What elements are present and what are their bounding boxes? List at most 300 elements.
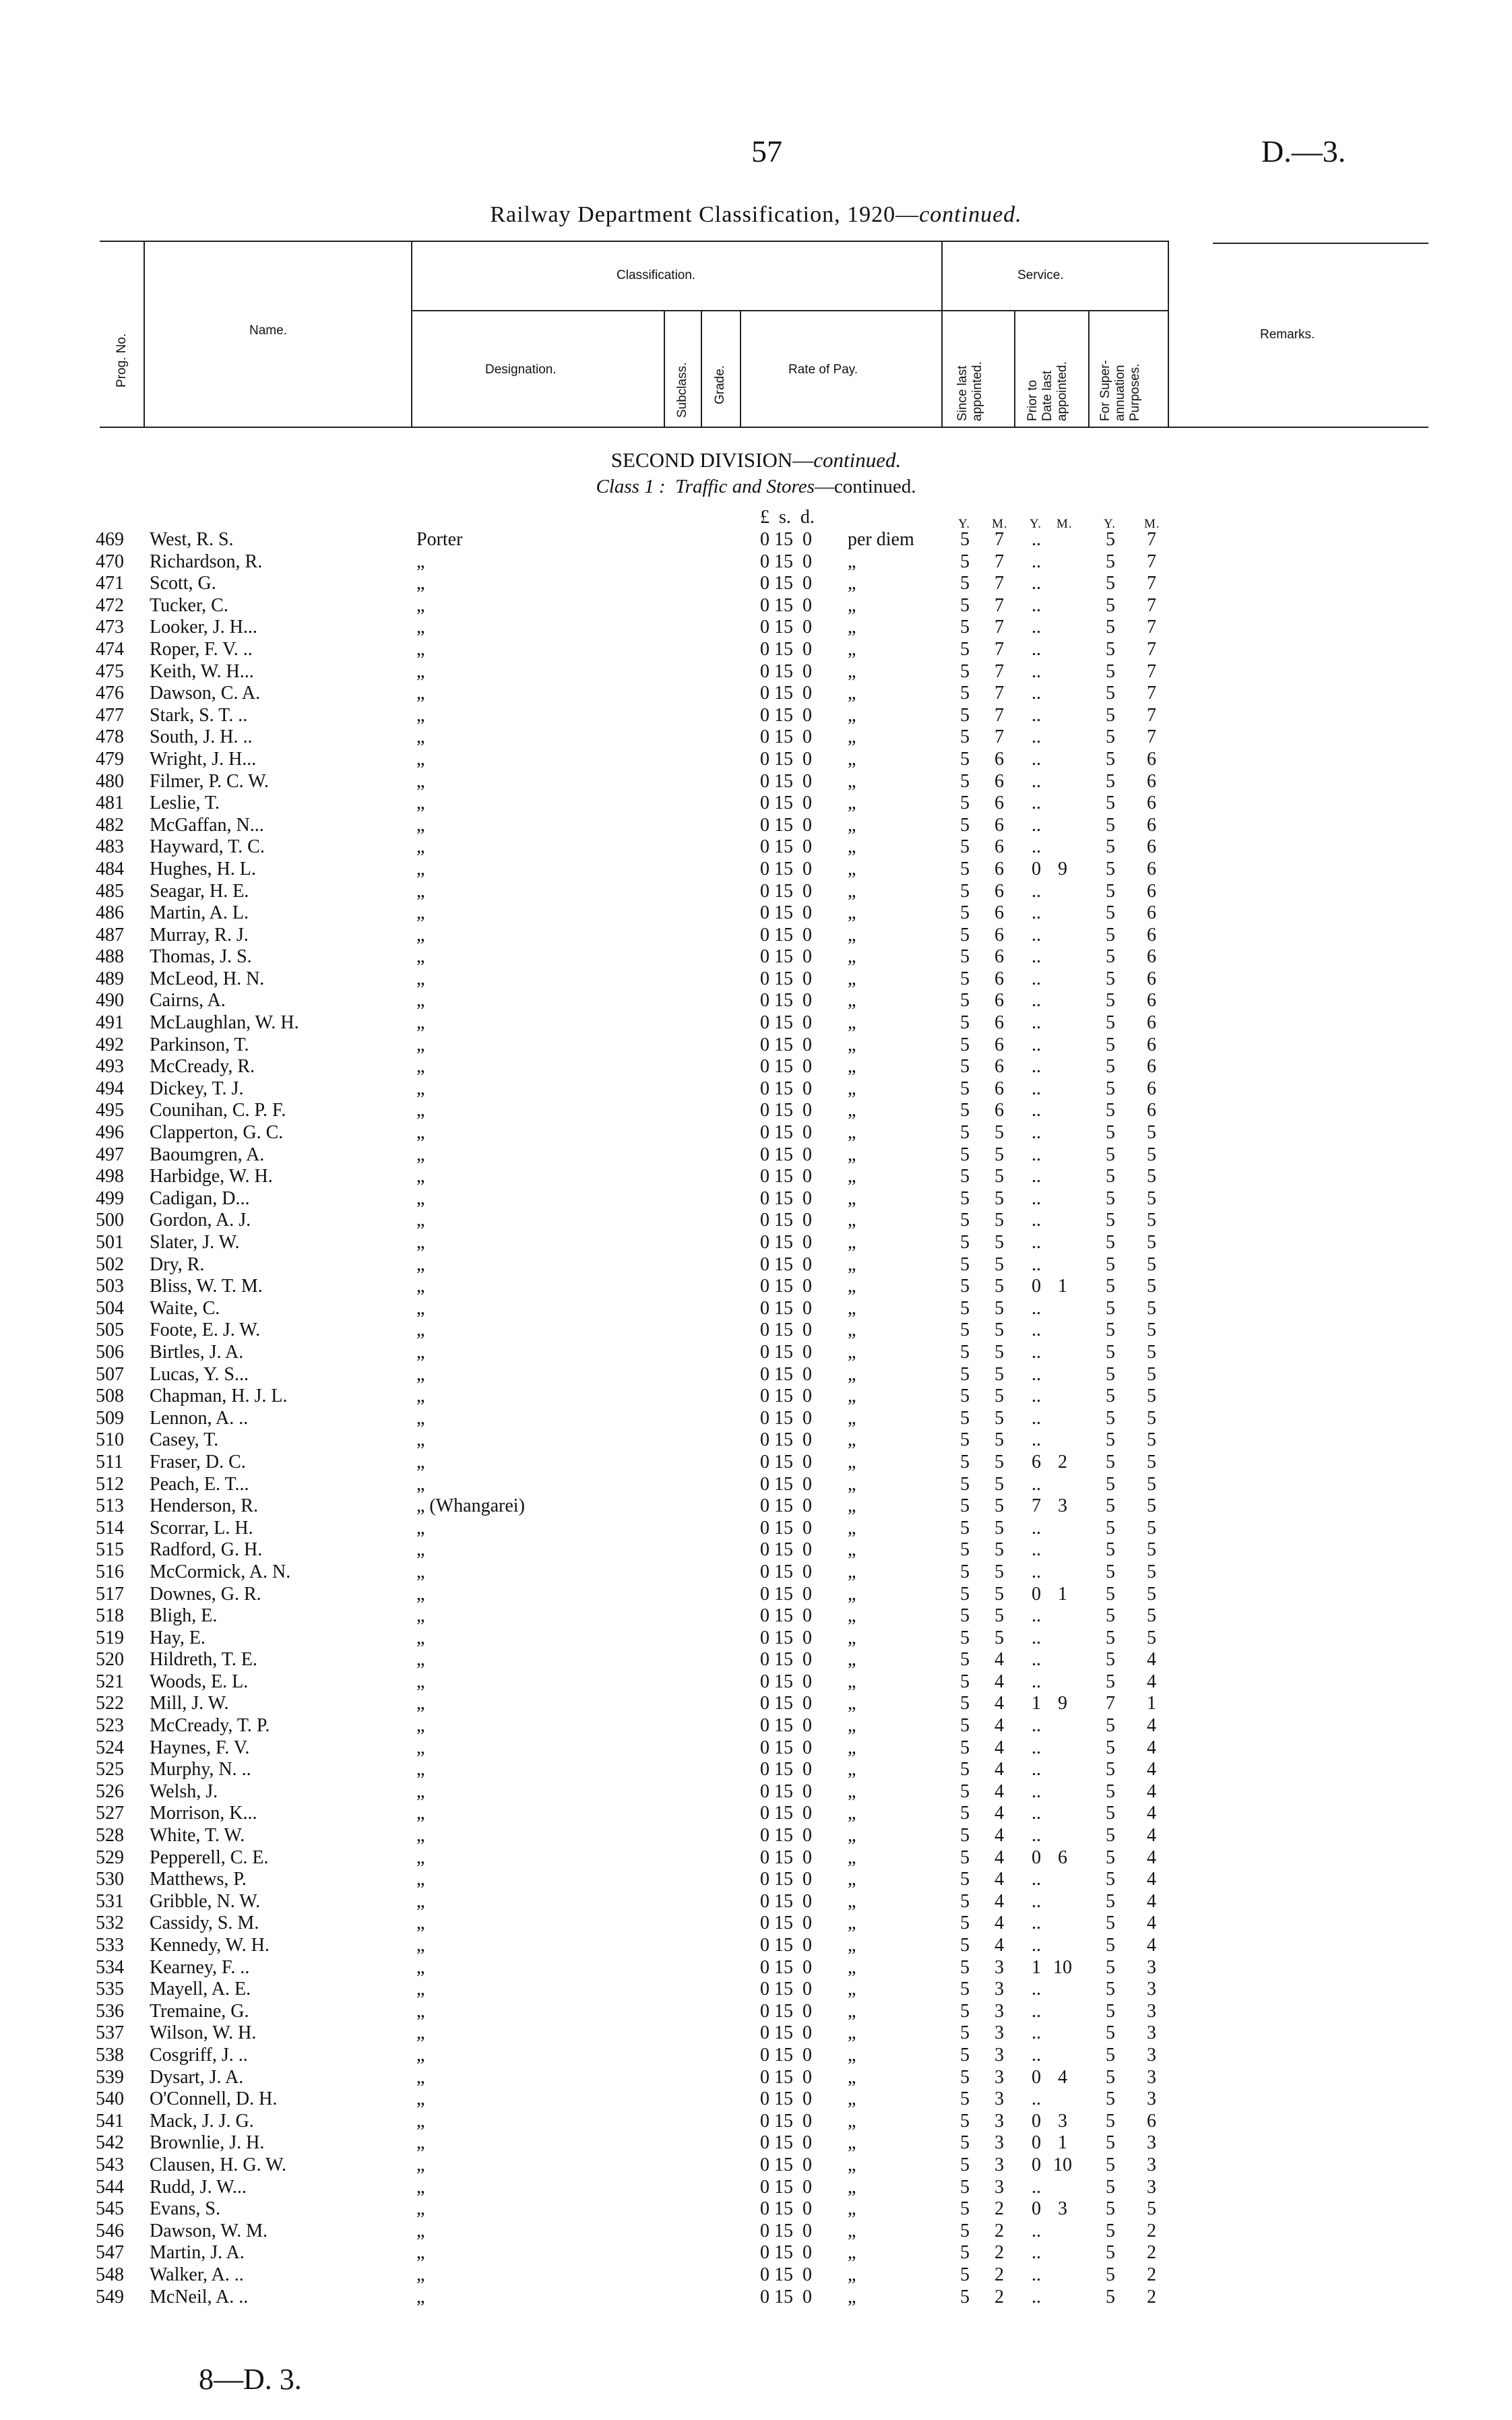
- header-divider: [740, 310, 741, 427]
- table-row: [0, 2154, 1512, 2177]
- cell-py: ..: [1032, 1034, 1041, 1055]
- cell-sm: 5: [995, 1320, 1004, 1341]
- cell-tm: 6: [1147, 990, 1156, 1012]
- cell-tm: 5: [1147, 1320, 1156, 1341]
- cell-name: O'Connell, D. H.: [150, 2088, 278, 2110]
- cell-desig: „: [416, 551, 425, 572]
- cell-ty: 5: [1106, 1913, 1115, 1934]
- cell-no: 541: [96, 2110, 124, 2132]
- cell-no: 549: [96, 2286, 124, 2307]
- cell-unit: „: [848, 1100, 856, 1121]
- cell-ty: 5: [1106, 2242, 1115, 2264]
- table-row: [0, 881, 1512, 903]
- cell-desig: „: [416, 2110, 425, 2132]
- cell-ty: 5: [1106, 1276, 1115, 1297]
- table-row: [0, 1935, 1512, 1957]
- division-suffix: continued.: [813, 448, 902, 472]
- cell-desig: „: [416, 1056, 425, 1078]
- cell-sm: 6: [995, 1034, 1004, 1055]
- cell-tm: 7: [1147, 704, 1156, 726]
- cell-unit: „: [848, 1297, 856, 1319]
- cell-pm: 10: [1053, 2154, 1072, 2175]
- cell-sy: 5: [960, 704, 970, 726]
- cell-desig: „: [416, 1561, 425, 1582]
- cell-sy: 5: [960, 814, 970, 836]
- cell-tm: 4: [1147, 1935, 1156, 1956]
- cell-name: Wright, J. H...: [150, 748, 257, 770]
- cell-no: 480: [96, 770, 124, 792]
- cell-py: 0: [1032, 1847, 1041, 1868]
- cell-rate: 0 15 0: [760, 1627, 812, 1648]
- cell-rate: 0 15 0: [760, 1253, 812, 1275]
- cell-tm: 5: [1147, 1451, 1156, 1472]
- cell-ty: 5: [1106, 2220, 1115, 2241]
- cell-sm: 4: [995, 1715, 1004, 1737]
- cell-sm: 5: [995, 1253, 1004, 1275]
- cell-tm: 6: [1147, 770, 1156, 792]
- cell-name: Dysart, J. A.: [150, 2066, 244, 2088]
- cell-desig: „: [416, 924, 425, 945]
- cell-unit: „: [848, 1890, 856, 1912]
- cell-sy: 5: [960, 1693, 970, 1714]
- cell-rate: 0 15 0: [760, 1890, 812, 1912]
- classification-table-body: [0, 529, 1512, 2308]
- cell-name: Roper, F. V. ..: [150, 638, 253, 660]
- cell-name: Foote, E. J. W.: [150, 1320, 261, 1341]
- cell-ty: 5: [1106, 1780, 1115, 1802]
- cell-rate: 0 15 0: [760, 1144, 812, 1165]
- cell-ty: 5: [1106, 1122, 1115, 1144]
- cell-rate: 0 15 0: [760, 2088, 812, 2110]
- cell-no: 500: [96, 1210, 124, 1231]
- cell-py: ..: [1032, 902, 1041, 924]
- cell-desig: „: [416, 2242, 425, 2264]
- cell-desig: „: [416, 1341, 425, 1363]
- cell-sy: 5: [960, 793, 970, 814]
- cell-no: 545: [96, 2198, 124, 2220]
- cell-ty: 5: [1106, 1979, 1115, 2000]
- cell-sm: 4: [995, 1847, 1004, 1868]
- cell-no: 489: [96, 968, 124, 989]
- cell-name: Parkinson, T.: [150, 1034, 249, 1055]
- cell-ty: 5: [1106, 1803, 1115, 1824]
- cell-tm: 3: [1147, 2022, 1156, 2044]
- cell-sm: 6: [995, 770, 1004, 792]
- cell-name: Mayell, A. E.: [150, 1979, 251, 2000]
- cell-sy: 5: [960, 1561, 970, 1582]
- cell-name: Brownlie, J. H.: [150, 2132, 265, 2154]
- cell-sy: 5: [960, 726, 970, 748]
- cell-ty: 5: [1106, 1583, 1115, 1605]
- cell-unit: „: [848, 1627, 856, 1648]
- cell-sy: 5: [960, 880, 970, 902]
- cell-py: ..: [1032, 1297, 1041, 1319]
- cell-py: 0: [1032, 1583, 1041, 1605]
- cell-unit: „: [848, 1649, 856, 1671]
- cell-rate: 0 15 0: [760, 1517, 812, 1539]
- cell-py: ..: [1032, 704, 1041, 726]
- table-row: [0, 1144, 1512, 1167]
- cell-no: 470: [96, 551, 124, 572]
- cell-py: ..: [1032, 1561, 1041, 1582]
- cell-ty: 5: [1106, 2088, 1115, 2110]
- cell-desig: „: [416, 1078, 425, 1099]
- cell-unit: „: [848, 1473, 856, 1495]
- cell-sy: 5: [960, 1780, 970, 1802]
- cell-rate: 0 15 0: [760, 1451, 812, 1472]
- cell-sm: 3: [995, 2154, 1004, 2175]
- cell-ty: 5: [1106, 770, 1115, 792]
- cell-desig: „: [416, 660, 425, 682]
- cell-unit: „: [848, 1715, 856, 1737]
- cell-py: ..: [1032, 683, 1041, 704]
- cell-sm: 5: [995, 1407, 1004, 1429]
- cell-sm: 6: [995, 836, 1004, 858]
- cell-no: 476: [96, 683, 124, 704]
- table-row: [0, 1188, 1512, 1210]
- cell-desig: „: [416, 2044, 425, 2066]
- cell-no: 479: [96, 748, 124, 770]
- cell-rate: 0 15 0: [760, 1671, 812, 1692]
- cell-unit: „: [848, 573, 856, 594]
- cell-desig: „: [416, 2264, 425, 2285]
- cell-no: 529: [96, 1847, 124, 1868]
- cell-no: 475: [96, 660, 124, 682]
- cell-sy: 5: [960, 1187, 970, 1209]
- header-remarks: Remarks.: [1260, 328, 1315, 342]
- cell-desig: „: [416, 1012, 425, 1034]
- cell-sm: 7: [995, 594, 1004, 616]
- cell-rate: 0 15 0: [760, 1363, 812, 1385]
- cell-sm: 4: [995, 1890, 1004, 1912]
- cell-py: ..: [1032, 1979, 1041, 2000]
- cell-desig: „: [416, 1276, 425, 1297]
- cell-sm: 6: [995, 990, 1004, 1012]
- cell-desig: „: [416, 1297, 425, 1319]
- cell-py: ..: [1032, 1671, 1041, 1692]
- cell-rate: 0 15 0: [760, 1232, 812, 1253]
- table-row: [0, 2045, 1512, 2067]
- cell-rate: 0 15 0: [760, 1935, 812, 1956]
- cell-name: McCormick, A. N.: [150, 1561, 291, 1582]
- cell-desig: „: [416, 1451, 425, 1472]
- prior-to-line3: appointed.: [1055, 361, 1069, 421]
- cell-no: 535: [96, 1979, 124, 2000]
- cell-sy: 5: [960, 2132, 970, 2154]
- unit-years-super: Y.: [1104, 517, 1116, 531]
- cell-desig: „: [416, 902, 425, 924]
- cell-py: ..: [1032, 1605, 1041, 1627]
- cell-unit: „: [848, 1012, 856, 1034]
- cell-desig: „: [416, 1935, 425, 1956]
- cell-sy: 5: [960, 2176, 970, 2198]
- cell-sy: 5: [960, 2242, 970, 2264]
- cell-py: ..: [1032, 1253, 1041, 1275]
- cell-sm: 6: [995, 902, 1004, 924]
- table-row: [0, 1605, 1512, 1627]
- cell-unit: „: [848, 1253, 856, 1275]
- cell-name: Thomas, J. S.: [150, 946, 252, 968]
- cell-py: ..: [1032, 1166, 1041, 1187]
- cell-rate: 0 15 0: [760, 1429, 812, 1451]
- cell-desig: „: [416, 1913, 425, 1934]
- cell-py: ..: [1032, 1232, 1041, 1253]
- cell-py: 0: [1032, 2110, 1041, 2132]
- cell-rate: 0 15 0: [760, 1078, 812, 1099]
- cell-name: Dawson, C. A.: [150, 683, 261, 704]
- cell-no: 544: [96, 2176, 124, 2198]
- cell-desig: „: [416, 2220, 425, 2241]
- cell-no: 510: [96, 1429, 124, 1451]
- cell-rate: 0 15 0: [760, 2022, 812, 2044]
- cell-name: McLeod, H. N.: [150, 968, 265, 989]
- cell-tm: 6: [1147, 1056, 1156, 1078]
- cell-sy: 5: [960, 1715, 970, 1737]
- cell-sy: 5: [960, 1100, 970, 1121]
- header-rule-bottom: [100, 427, 1428, 428]
- cell-tm: 3: [1147, 2176, 1156, 2198]
- cell-unit: „: [848, 2198, 856, 2220]
- cell-ty: 5: [1106, 1671, 1115, 1692]
- cell-no: 486: [96, 902, 124, 924]
- cell-desig: „: [416, 1780, 425, 1802]
- cell-name: Henderson, R.: [150, 1495, 258, 1517]
- cell-ty: 5: [1106, 836, 1115, 858]
- cell-tm: 6: [1147, 793, 1156, 814]
- cell-rate: 0 15 0: [760, 1913, 812, 1934]
- cell-sy: 5: [960, 1935, 970, 1956]
- cell-unit: „: [848, 1869, 856, 1890]
- cell-sy: 5: [960, 2154, 970, 2175]
- cell-name: Counihan, C. P. F.: [150, 1100, 286, 1121]
- cell-unit: „: [848, 1407, 856, 1429]
- table-row: [0, 1979, 1512, 2001]
- table-row: [0, 1737, 1512, 1760]
- cell-sm: 5: [995, 1122, 1004, 1144]
- cell-no: 499: [96, 1187, 124, 1209]
- cell-unit: „: [848, 2022, 856, 2044]
- cell-pm: 10: [1053, 1956, 1072, 1978]
- cell-tm: 3: [1147, 2044, 1156, 2066]
- header-classification: Classification.: [617, 268, 696, 282]
- cell-desig: „: [416, 880, 425, 902]
- cell-py: ..: [1032, 1100, 1041, 1121]
- cell-sm: 4: [995, 1737, 1004, 1758]
- cell-no: 501: [96, 1232, 124, 1253]
- cell-desig: „: [416, 2022, 425, 2044]
- prior-to-line1: Prior to: [1026, 379, 1040, 421]
- cell-tm: 3: [1147, 1956, 1156, 1978]
- cell-sy: 5: [960, 551, 970, 572]
- cell-unit: „: [848, 2044, 856, 2066]
- cell-no: 540: [96, 2088, 124, 2110]
- cell-rate: 0 15 0: [760, 814, 812, 836]
- money-units: £ s. d.: [760, 507, 815, 528]
- cell-no: 490: [96, 990, 124, 1012]
- table-row: [0, 1056, 1512, 1078]
- cell-desig: „: [416, 1122, 425, 1144]
- cell-no: 520: [96, 1649, 124, 1671]
- cell-sy: 5: [960, 968, 970, 989]
- cell-rate: 0 15 0: [760, 858, 812, 879]
- cell-tm: 7: [1147, 529, 1156, 550]
- cell-desig: „ (Whangarei): [416, 1495, 525, 1517]
- cell-ty: 5: [1106, 858, 1115, 879]
- cell-unit: „: [848, 2154, 856, 2175]
- cell-sy: 5: [960, 1210, 970, 1231]
- cell-sm: 5: [995, 1166, 1004, 1187]
- cell-sy: 5: [960, 1979, 970, 2000]
- cell-ty: 5: [1106, 638, 1115, 660]
- cell-rate: 0 15 0: [760, 2242, 812, 2264]
- cell-py: ..: [1032, 814, 1041, 836]
- cell-sy: 5: [960, 1803, 970, 1824]
- cell-unit: „: [848, 924, 856, 945]
- cell-name: McGaffan, N...: [150, 814, 264, 836]
- cell-name: Casey, T.: [150, 1429, 219, 1451]
- cell-desig: „: [416, 683, 425, 704]
- cell-name: Hildreth, T. E.: [150, 1649, 257, 1671]
- cell-name: Hughes, H. L.: [150, 858, 256, 879]
- cell-tm: 3: [1147, 2088, 1156, 2110]
- cell-unit: „: [848, 1210, 856, 1231]
- cell-ty: 5: [1106, 1847, 1115, 1868]
- cell-unit: „: [848, 551, 856, 572]
- cell-tm: 6: [1147, 968, 1156, 989]
- cell-py: 0: [1032, 858, 1041, 879]
- table-row: [0, 2067, 1512, 2089]
- cell-rate: 0 15 0: [760, 1100, 812, 1121]
- cell-py: ..: [1032, 2242, 1041, 2264]
- table-row: [0, 1166, 1512, 1188]
- cell-py: ..: [1032, 968, 1041, 989]
- cell-unit: „: [848, 770, 856, 792]
- cell-no: 516: [96, 1561, 124, 1582]
- cell-py: ..: [1032, 551, 1041, 572]
- cell-py: ..: [1032, 1341, 1041, 1363]
- cell-desig: „: [416, 638, 425, 660]
- cell-ty: 5: [1106, 1956, 1115, 1978]
- cell-tm: 5: [1147, 1561, 1156, 1582]
- cell-ty: 5: [1106, 1869, 1115, 1890]
- cell-sy: 5: [960, 748, 970, 770]
- cell-rate: 0 15 0: [760, 880, 812, 902]
- cell-sm: 6: [995, 1056, 1004, 1078]
- cell-ty: 5: [1106, 2110, 1115, 2132]
- cell-no: 515: [96, 1539, 124, 1561]
- cell-rate: 0 15 0: [760, 1737, 812, 1758]
- cell-tm: 6: [1147, 1034, 1156, 1055]
- cell-name: Clapperton, G. C.: [150, 1122, 284, 1144]
- cell-no: 517: [96, 1583, 124, 1605]
- cell-no: 497: [96, 1144, 124, 1165]
- cell-ty: 5: [1106, 968, 1115, 989]
- cell-sy: 5: [960, 1078, 970, 1099]
- cell-py: ..: [1032, 1935, 1041, 1956]
- cell-sm: 5: [995, 1297, 1004, 1319]
- cell-rate: 0 15 0: [760, 968, 812, 989]
- header-since-last: [955, 361, 985, 421]
- cell-sm: 6: [995, 968, 1004, 989]
- cell-no: 496: [96, 1122, 124, 1144]
- table-row: [0, 1803, 1512, 1825]
- cell-desig: „: [416, 1253, 425, 1275]
- cell-pm: 9: [1058, 858, 1067, 879]
- cell-pm: 3: [1058, 2110, 1067, 2132]
- cell-rate: 0 15 0: [760, 1012, 812, 1034]
- cell-sm: 4: [995, 1671, 1004, 1692]
- cell-tm: 5: [1147, 1386, 1156, 1407]
- cell-name: Evans, S.: [150, 2198, 220, 2220]
- cell-sm: 3: [995, 1956, 1004, 1978]
- cell-desig: „: [416, 1671, 425, 1692]
- cell-ty: 5: [1106, 1890, 1115, 1912]
- cell-name: Bligh, E.: [150, 1605, 218, 1627]
- cell-sm: 5: [995, 1495, 1004, 1517]
- cell-py: ..: [1032, 1890, 1041, 1912]
- cell-sm: 5: [995, 1232, 1004, 1253]
- cell-name: Lennon, A. ..: [150, 1407, 249, 1429]
- cell-sm: 2: [995, 2198, 1004, 2220]
- cell-unit: „: [848, 594, 856, 616]
- cell-py: ..: [1032, 2044, 1041, 2066]
- cell-rate: 0 15 0: [760, 1583, 812, 1605]
- cell-ty: 5: [1106, 1363, 1115, 1385]
- cell-sm: 3: [995, 2066, 1004, 2088]
- cell-sm: 5: [995, 1605, 1004, 1627]
- table-row: [0, 1122, 1512, 1144]
- cell-sy: 5: [960, 1847, 970, 1868]
- cell-rate: 0 15 0: [760, 1605, 812, 1627]
- cell-sm: 7: [995, 551, 1004, 572]
- cell-ty: 5: [1106, 1056, 1115, 1078]
- cell-tm: 5: [1147, 1363, 1156, 1385]
- cell-no: 519: [96, 1627, 124, 1648]
- cell-no: 523: [96, 1715, 124, 1737]
- table-row: [0, 1649, 1512, 1671]
- cell-ty: 5: [1106, 2264, 1115, 2285]
- cell-unit: „: [848, 1539, 856, 1561]
- cell-py: 0: [1032, 2154, 1041, 2175]
- cell-rate: 0 15 0: [760, 2110, 812, 2132]
- cell-sm: 5: [995, 1539, 1004, 1561]
- cell-name: Mill, J. W.: [150, 1693, 229, 1714]
- cell-rate: 0 15 0: [760, 1166, 812, 1187]
- cell-sy: 5: [960, 1495, 970, 1517]
- cell-tm: 7: [1147, 726, 1156, 748]
- header-divider: [144, 241, 145, 427]
- cell-name: McCready, T. P.: [150, 1715, 270, 1737]
- cell-sm: 4: [995, 1759, 1004, 1780]
- cell-unit: „: [848, 2066, 856, 2088]
- cell-ty: 5: [1106, 660, 1115, 682]
- cell-py: ..: [1032, 1122, 1041, 1144]
- cell-tm: 2: [1147, 2220, 1156, 2241]
- cell-py: ..: [1032, 1144, 1041, 1165]
- cell-sm: 7: [995, 683, 1004, 704]
- cell-unit: „: [848, 2286, 856, 2307]
- cell-py: ..: [1032, 617, 1041, 638]
- cell-sm: 5: [995, 1517, 1004, 1539]
- cell-rate: 0 15 0: [760, 1539, 812, 1561]
- cell-unit: „: [848, 836, 856, 858]
- cell-ty: 5: [1106, 2044, 1115, 2066]
- cell-sy: 5: [960, 924, 970, 945]
- cell-name: Martin, A. L.: [150, 902, 249, 924]
- header-subclass: Subclass.: [675, 362, 689, 418]
- cell-ty: 5: [1106, 1407, 1115, 1429]
- cell-unit: „: [848, 660, 856, 682]
